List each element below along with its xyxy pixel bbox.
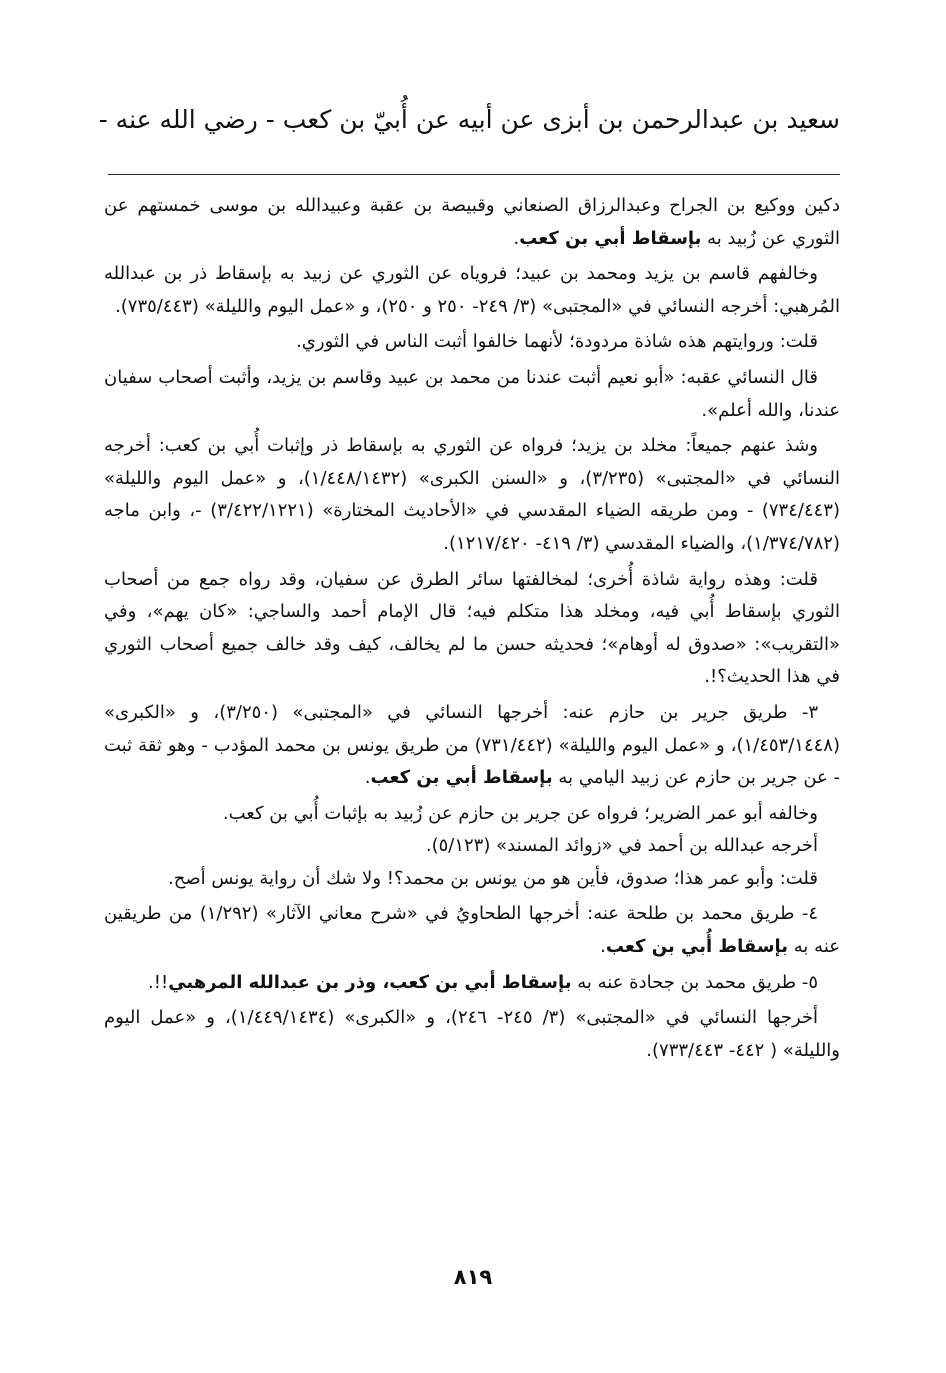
paragraph: وشذ عنهم جميعاً: مخلد بن يزيد؛ فرواه عن الثوري به بإسقاط ذر وإثبات أُبي بن كعب: أخرجه النسائي في «المجتبى» (٣/٢٣٥)، و «السنن الكبرى» (١/٤٤٨/١٤٣٢)، و «عمل اليوم والليلة» (٧٣٤/٤٤٣) - ومن طريقه الضياء المقدسي في «الأحاديث المختارة» (٣/٤٢٢/١٢٢١) -، وابن ماجه (١/٣٧٤/٧٨٢)، والضياء المقدسي (٣/ ٤١٩- ١٢١٧/٤٢٠). — [104, 435, 840, 554]
header-rule — [108, 174, 840, 175]
paragraph: دكين ووكيع بن الجراح وعبدالرزاق الصنعاني وقبيصة بن عقبة وعبيدالله بن موسى خمستهم عن الثوري عن زُبيد به بإسقاط أبي بن كعب. — [104, 195, 840, 249]
paragraph: أخرجه عبدالله بن أحمد في «زوائد المسند» (٥/١٢٣). — [425, 835, 818, 857]
paragraph: قلت: وهذه رواية شاذة أُخرى؛ لمخالفتها سائر الطرق عن سفيان، وقد رواه جمع من أصحاب الثوري بإسقاط أُبي فيه، ومخلد هذا متكلم فيه؛ قال الإمام أحمد والساجي: «كان يهم»، وفي «التقريب»: «صدوق له أوهام»؛ فحديثه حسن ما لم يخالف، كيف وقد خالف جميع أصحاب الثوري في هذا الحديث؟!. — [104, 568, 840, 688]
paragraph: ٤- طريق محمد بن طلحة عنه: أخرجها الطحاويُ في «شرح معاني الآثار» (١/٢٩٢) من طريقين عنه به بإسقاط أُبي بن كعب. — [104, 903, 840, 958]
paragraph: وخالفهم قاسم بن يزيد ومحمد بن عبيد؛ فروياه عن الثوري عن زبيد به بإسقاط ذر بن عبدالله المُرهبي: أخرجه النسائي في «المجتبى» (٣/ ٢٤٩- ٢٥٠ و ٢٥٠)، و «عمل اليوم والليلة» (٧٣٥/٤٤٣). — [104, 263, 840, 317]
paragraph: قال النسائي عقبه: «أبو نعيم أثبت عندنا من محمد بن عبيد وقاسم بن يزيد، وأثبت أصحاب سفيان عندنا، والله أعلم». — [104, 366, 840, 421]
body-text — [104, 190, 840, 1067]
paragraph: ٣- طريق جرير بن حازم عنه: أخرجها النسائي في «المجتبى» (٣/٢٥٠)، و «الكبرى» (١/٤٥٣/١٤٤٨)، و «عمل اليوم والليلة» (٧٣١/٤٤٢) من طريق يونس بن محمد المؤدب - وهو ثقة ثبت - عن جرير بن حازم عن زبيد اليامي به بإسقاط أبي بن كعب. — [104, 701, 840, 789]
paragraph: ٥- طريق محمد بن جحادة عنه به بإسقاط أبي بن كعب، وذر بن عبدالله المرهبي!!. — [148, 971, 818, 993]
running-header: سعيد بن عبدالرحمن بن أبزى عن أبيه عن أُبيّ بن كعب - رضي الله عنه - — [98, 105, 840, 134]
page-number: ٨١٩ — [453, 1265, 493, 1289]
paragraph: قلت: وأبو عمر هذا؛ صدوق، فأين هو من يونس بن محمد؟! ولا شك أن رواية يونس أصح. — [168, 867, 818, 889]
paragraph: قلت: وروايتهم هذه شاذة مردودة؛ لأنهما خالفوا أثبت الناس في الثوري. — [296, 331, 818, 353]
paragraph: أخرجها النسائي في «المجتبى» (٣/ ٢٤٥- ٢٤٦)، و «الكبرى» (١/٤٤٩/١٤٣٤)، و «عمل اليوم والليلة» ( ٤٤٢- ٧٣٣/٤٤٣). — [104, 1007, 840, 1061]
paragraph: وخالفه أبو عمر الضرير؛ فرواه عن جرير بن حازم عن زُبيد به بإثبات أُبي بن كعب. — [222, 802, 818, 824]
